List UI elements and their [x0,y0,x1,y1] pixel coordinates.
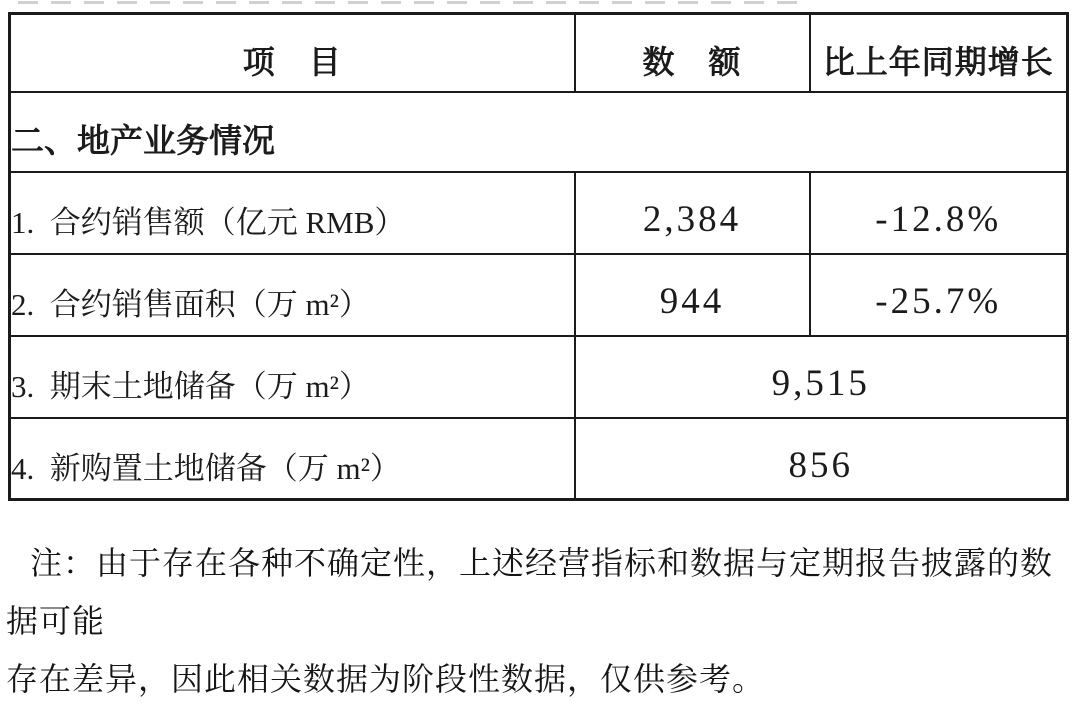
row-label-contract-sales-area: 2. 合约销售面积（万 m²） [10,254,575,336]
column-header-growth: 比上年同期增长 [810,14,1068,92]
growth-cell: -25.7% [810,254,1068,336]
row-label-period-end-land-reserve: 3. 期末土地储备（万 m²） [10,336,575,418]
amount-cell: 2,384 [575,172,810,254]
row-label-contract-sales-amount: 1. 合约销售额（亿元 RMB） [10,172,575,254]
growth-cell: -12.8% [810,172,1068,254]
merged-value-cell: 9,515 [575,336,1068,418]
footnote-line-2: 存在差异，因此相关数据为阶段性数据，仅供参考。 [6,661,766,697]
row-label-newly-acquired-land-reserve: 4. 新购置土地储备（万 m²） [10,418,575,500]
column-header-amount: 数 额 [575,14,810,92]
section-title: 二、地产业务情况 [10,92,1068,172]
table-row [10,418,1068,500]
table-row [10,254,1068,336]
table-header-row [10,14,1068,92]
table-row [10,336,1068,418]
amount-cell: 944 [575,254,810,336]
cropped-edge-artifact [18,1,808,4]
footnote [6,534,1068,708]
section-row [10,92,1068,172]
table-row [10,172,1068,254]
column-header-item: 项 目 [10,14,575,92]
real-estate-business-table [8,12,1069,501]
footnote-line-1: 注：由于存在各种不确定性，上述经营指标和数据与定期报告披露的数据可能 [6,545,1054,639]
merged-value-cell: 856 [575,418,1068,500]
